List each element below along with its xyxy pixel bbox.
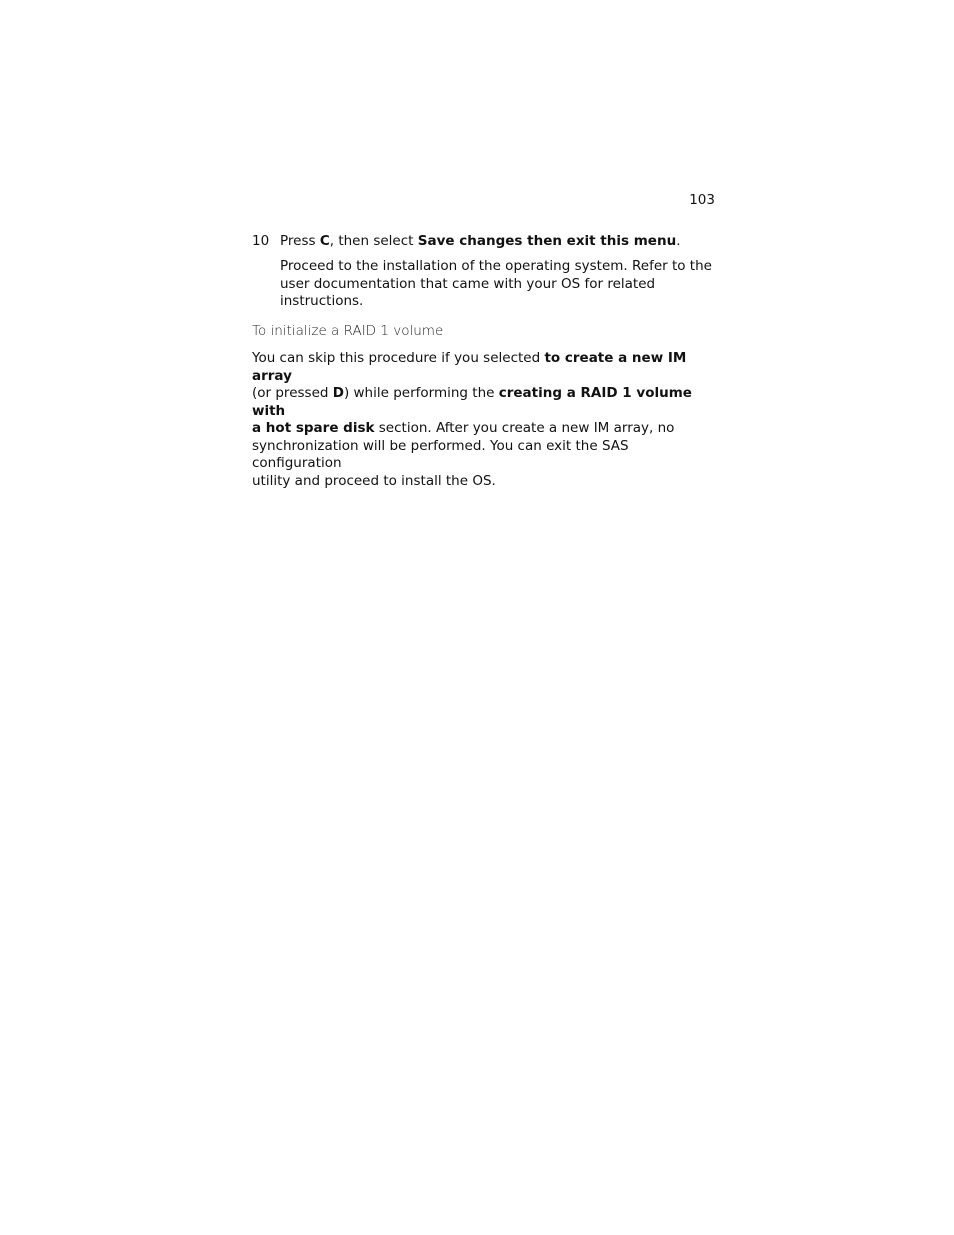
step-middle: , then select	[329, 233, 418, 249]
section-heading: To initialize a RAID 1 volume	[252, 323, 444, 339]
step-note-line: user documentation that came with your OS for related	[280, 275, 656, 292]
step-instruction	[280, 232, 680, 250]
paragraph-text: (or pressed	[252, 385, 333, 401]
paragraph-line	[252, 420, 722, 438]
paragraph-bold: to create a new IM array	[252, 350, 687, 384]
paragraph-bold: a hot spare disk	[252, 420, 375, 436]
paragraph-text: You can skip this procedure if you selected	[252, 350, 545, 366]
page-number: 103	[689, 192, 715, 208]
step-note	[280, 258, 720, 311]
paragraph-line	[252, 350, 722, 385]
step-menu-item: Save changes then exit this menu	[417, 233, 677, 249]
step-end: .	[676, 233, 681, 249]
body-paragraph	[252, 350, 722, 490]
step-note-line: instructions.	[280, 293, 364, 309]
paragraph-line	[252, 385, 722, 420]
paragraph-text: section. After you create a new IM array, no	[374, 420, 675, 436]
step-note-line: Proceed to the installation of the operating system. Refer to the	[280, 258, 712, 274]
step-number: 10	[252, 233, 270, 249]
step-key: C	[319, 233, 330, 249]
paragraph-line: synchronization will be performed. You can exit the SAS configuration	[252, 437, 629, 471]
paragraph-key: D	[332, 385, 344, 401]
paragraph-bold: creating a RAID 1 volume with	[252, 385, 692, 419]
paragraph-text: ) while performing the	[343, 385, 499, 401]
paragraph-line: utility and proceed to install the OS.	[252, 472, 496, 489]
step-prefix: Press	[280, 233, 320, 249]
